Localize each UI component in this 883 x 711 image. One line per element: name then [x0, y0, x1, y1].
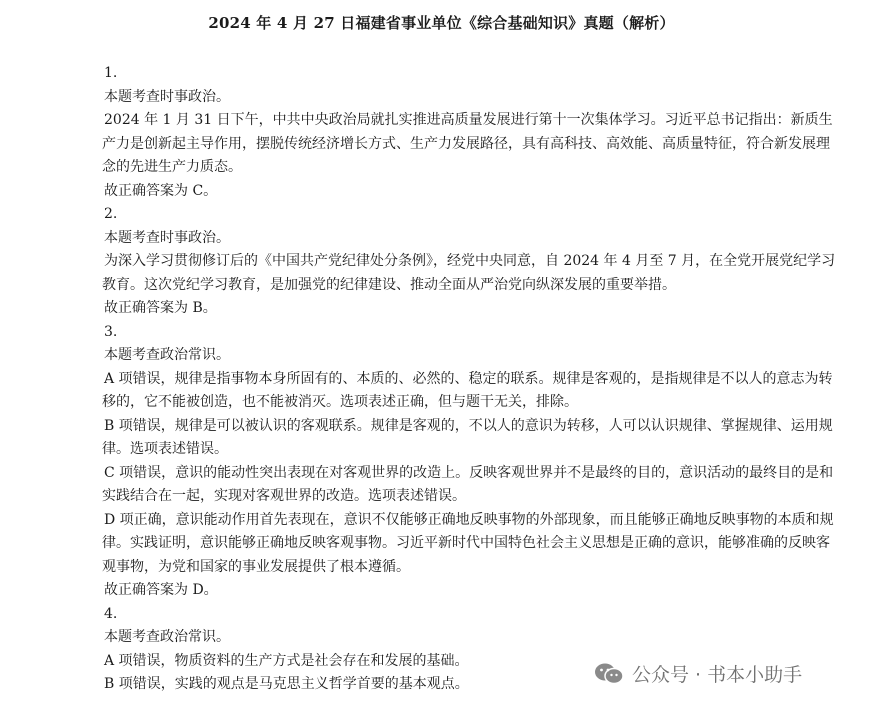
watermark: [594, 660, 802, 687]
document-body: [102, 62, 840, 697]
question-number: 3.: [104, 323, 118, 340]
answer-line: 故正确答案为 D。: [104, 582, 218, 598]
wechat-official-account-icon: [594, 662, 624, 686]
question-number: 4.: [104, 605, 118, 622]
paragraph: 2024 年 1 月 31 日下午，中共中央政治局就扎实推进高质量发展进行第十一次集体学习。习近平总书记指出：新质生产力是创新起主导作用，摆脱传统经济增长方式、生产力发展路径，具有高科技、高效能、高质量特征，符合新发展理念的先进生产力质态。: [102, 112, 833, 175]
paragraph: B 项错误，规律是可以被认识的客观联系。规律是客观的，不以人的意识为转移，人可以认识规律、掌握规律、运用规律。选项表述错误。: [102, 417, 833, 457]
paragraph: 本题考查政治常识。: [104, 347, 230, 363]
paragraph: 本题考查时事政治。: [104, 88, 230, 105]
document-title: 2024 年 4 月 27 日福建省事业单位《综合基础知识》真题（解析）: [208, 14, 675, 32]
paragraph: D 项正确，意识能动作用首先表现在，意识不仅能够正确地反映事物的外部现象，而且能够正确地反映事物的本质和规律。实践证明，意识能够正确地反映客观事物。习近平新时代中国特色社会主义思想是正确的意识，能够准确的反映客观事物，为党和国家的事业发展提供了根本遵循。: [102, 511, 834, 575]
answer-line: 故正确答案为 B。: [104, 300, 217, 316]
question-number: 1.: [104, 65, 118, 81]
paragraph: 本题考查时事政治。: [104, 229, 230, 246]
paragraph: 为深入学习贯彻修订后的《中国共产党纪律处分条例》，经党中央同意，自 2024 年 4 月至 7 月，在全党开展党纪学习教育。这次党纪学习教育，是加强党的纪律建设、推动全面从严治党向纵深发展的重要举措。: [102, 253, 836, 293]
answer-line: 故正确答案为 C。: [104, 182, 218, 199]
paragraph: A 项错误，规律是指事物本身所固有的、本质的、必然的、稳定的联系。规律是客观的，是指规律是不以人的意志为转移的，它不能被创造，也不能被消灭。选项表述正确，但与题干无关，排除。: [102, 370, 833, 410]
watermark-text: 公众号 · 书本小助手: [632, 664, 803, 686]
paragraph: 本题考查政治常识。: [104, 629, 230, 645]
paragraph: A 项错误，物质资料的生产方式是社会存在和发展的基础。: [104, 652, 469, 669]
question-number: 2.: [104, 206, 118, 222]
paragraph: B 项错误，实践的观点是马克思主义哲学首要的基本观点。: [104, 676, 469, 692]
paragraph: C 项错误，意识的能动性突出表现在对客观世界的改造上。反映客观世界并不是最终的目的，意识活动的最终目的是和实践结合在一起，实现对客观世界的改造。选项表述错误。: [102, 464, 834, 504]
